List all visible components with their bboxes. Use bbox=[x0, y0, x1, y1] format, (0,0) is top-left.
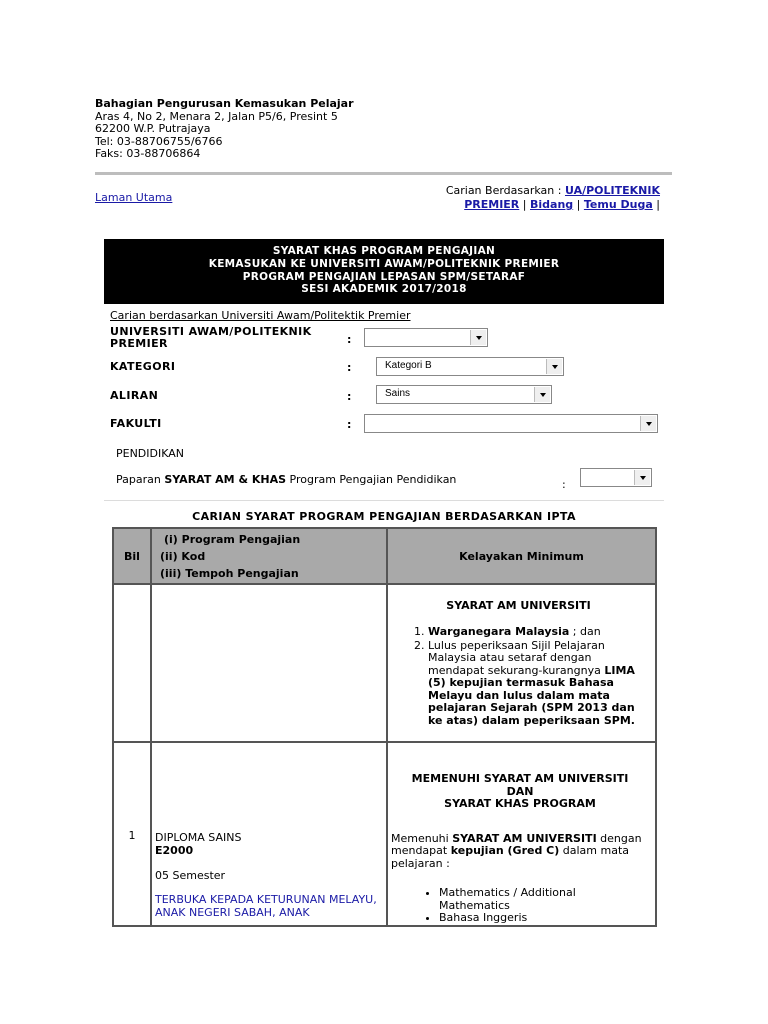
university-label-line-2: PREMIER bbox=[110, 337, 168, 350]
search-by-label: Carian Berdasarkan : bbox=[445, 184, 562, 197]
general-bil-cell bbox=[113, 584, 151, 742]
search-by-ua-link[interactable]: UA/POLITEKNIK bbox=[564, 184, 660, 197]
program-subject-list bbox=[391, 887, 649, 925]
banner-line-3: PROGRAM PENGAJIAN LEPASAN SPM/SETARAF bbox=[242, 270, 526, 283]
address-line-1: Aras 4, No 2, Menara 2, Jalan P5/6, Presint 5 bbox=[95, 109, 338, 123]
table-row bbox=[113, 742, 656, 926]
nav-separator: | bbox=[522, 198, 527, 211]
req-p-d: kepujian (Gred C) bbox=[450, 844, 560, 857]
program-req-paragraph bbox=[391, 833, 649, 871]
paparan-label bbox=[116, 473, 456, 486]
chevron-down-icon bbox=[470, 330, 486, 345]
fakulti-label: FAKULTI bbox=[110, 417, 162, 430]
aliran-select[interactable] bbox=[376, 385, 552, 404]
pendidikan-heading: PENDIDIKAN bbox=[116, 447, 185, 460]
banner-line-1: SYARAT KHAS PROGRAM PENGAJIAN bbox=[272, 245, 496, 257]
header-bil: Bil bbox=[113, 528, 151, 584]
general-req-list bbox=[388, 626, 649, 727]
page-title-banner bbox=[104, 239, 664, 304]
list-item: • Mathematics / Additional Mathematics bbox=[439, 887, 649, 912]
kategori-label: KATEGORI bbox=[110, 360, 176, 373]
program-req-title-1: MEMENUHI SYARAT AM UNIVERSITI bbox=[411, 772, 629, 785]
search-caption: Carian berdasarkan Universiti Awam/Politektik Premier bbox=[110, 309, 411, 322]
telephone: Tel: 03-88706755/6766 bbox=[95, 134, 223, 148]
header-program-2: (ii) Kod bbox=[160, 550, 206, 563]
chevron-down-icon bbox=[634, 470, 650, 485]
program-info-cell bbox=[151, 742, 387, 926]
address-line-2: 62200 W.P. Putrajaya bbox=[95, 122, 211, 135]
org-name: Bahagian Pengurusan Kemasukan Pelajar bbox=[95, 97, 354, 110]
colon: : bbox=[347, 390, 352, 403]
search-by-ua-link-cont[interactable]: PREMIER bbox=[464, 198, 520, 211]
list-item bbox=[428, 626, 649, 639]
general-item1-rest: ; dan bbox=[569, 625, 601, 638]
program-eligibility-note: TERBUKA KEPADA KETURUNAN MELAYU, ANAK NEGERI SABAH, ANAK bbox=[155, 893, 377, 919]
program-code: E2000 bbox=[155, 844, 194, 857]
form-divider bbox=[104, 500, 664, 501]
search-by-nav bbox=[446, 184, 660, 212]
paparan-suffix: Program Pengajian Pendidikan bbox=[286, 473, 457, 486]
header-program bbox=[151, 528, 387, 584]
home-link[interactable]: Laman Utama bbox=[95, 191, 173, 204]
colon: : bbox=[347, 361, 352, 374]
search-by-bidang-link[interactable]: Bidang bbox=[530, 198, 574, 211]
table-header-row bbox=[113, 528, 656, 584]
chevron-down-icon bbox=[640, 416, 656, 431]
req-p-b: SYARAT AM UNIVERSITI bbox=[452, 831, 597, 845]
req-p-a: Memenuhi bbox=[391, 831, 453, 845]
table-row bbox=[113, 584, 656, 742]
header-kelayakan: Kelayakan Minimum bbox=[387, 528, 656, 584]
fax: Faks: 03-88706864 bbox=[95, 147, 201, 160]
colon: : bbox=[562, 478, 566, 491]
general-req-title: SYARAT AM UNIVERSITI bbox=[446, 599, 591, 612]
program-name: DIPLOMA SAINS bbox=[155, 831, 242, 844]
general-item2-bold: LIMA (5) kepujian termasuk Bahasa Melayu dan lulus dalam mata pelajaran Sejarah (SPM 2013 dan ke atas) dalam peperiksaan SPM. bbox=[428, 663, 635, 727]
req-p-e: dalam mata pelajaran : bbox=[391, 844, 630, 870]
table-caption: CARIAN SYARAT PROGRAM PENGAJIAN BERDASARKAN IPTA bbox=[192, 510, 576, 523]
chevron-down-icon bbox=[546, 359, 562, 374]
paparan-prefix: Paparan bbox=[116, 473, 165, 486]
req-p-c: dengan mendapat bbox=[391, 831, 642, 857]
program-duration: 05 Semester bbox=[155, 869, 226, 882]
program-req-titles bbox=[391, 773, 649, 811]
university-label bbox=[110, 326, 312, 350]
program-bil-cell: 1 bbox=[113, 742, 151, 926]
aliran-label: ALIRAN bbox=[110, 389, 159, 402]
kategori-select-value: Kategori B bbox=[385, 360, 432, 371]
chevron-down-icon bbox=[534, 387, 550, 402]
list-item: • Bahasa Inggeris bbox=[439, 912, 649, 925]
list-item bbox=[428, 640, 649, 728]
fakulti-select[interactable] bbox=[364, 414, 658, 433]
search-by-temu-duga-link[interactable]: Temu Duga bbox=[583, 198, 653, 211]
general-requirements-cell bbox=[387, 584, 656, 742]
banner-line-2: KEMASUKAN KE UNIVERSITI AWAM/POLITEKNIK PREMIER bbox=[208, 257, 560, 270]
nav-separator: | bbox=[576, 198, 581, 211]
program-req-title-3: SYARAT KHAS PROGRAM bbox=[444, 797, 596, 810]
nav-separator: | bbox=[656, 198, 660, 211]
colon: : bbox=[347, 418, 352, 431]
header-program-1: (i) Program Pengajian bbox=[164, 533, 301, 546]
general-item2-text: Lulus peperiksaan Sijil Pelajaran Malaysia atau setaraf dengan mendapat sekurang-kurangnya bbox=[428, 638, 605, 677]
general-program-cell bbox=[151, 584, 387, 742]
program-requirements-cell bbox=[387, 742, 656, 926]
university-label-line-1: UNIVERSITI AWAM/POLITEKNIK bbox=[110, 325, 312, 338]
banner-line-4: SESI AKADEMIK 2017/2018 bbox=[301, 283, 467, 296]
header-divider bbox=[95, 172, 672, 175]
kategori-select[interactable] bbox=[376, 357, 564, 376]
university-select[interactable] bbox=[364, 328, 488, 347]
header-program-3: (iii) Tempoh Pengajian bbox=[160, 567, 299, 580]
org-header bbox=[95, 98, 354, 161]
paparan-bold: SYARAT AM & KHAS bbox=[164, 473, 287, 486]
colon: : bbox=[347, 333, 352, 346]
program-req-title-2: DAN bbox=[506, 784, 534, 798]
requirements-table bbox=[112, 527, 657, 927]
paparan-select[interactable] bbox=[580, 468, 652, 487]
aliran-select-value: Sains bbox=[385, 388, 411, 399]
general-item1-bold: Warganegara Malaysia bbox=[428, 625, 570, 638]
